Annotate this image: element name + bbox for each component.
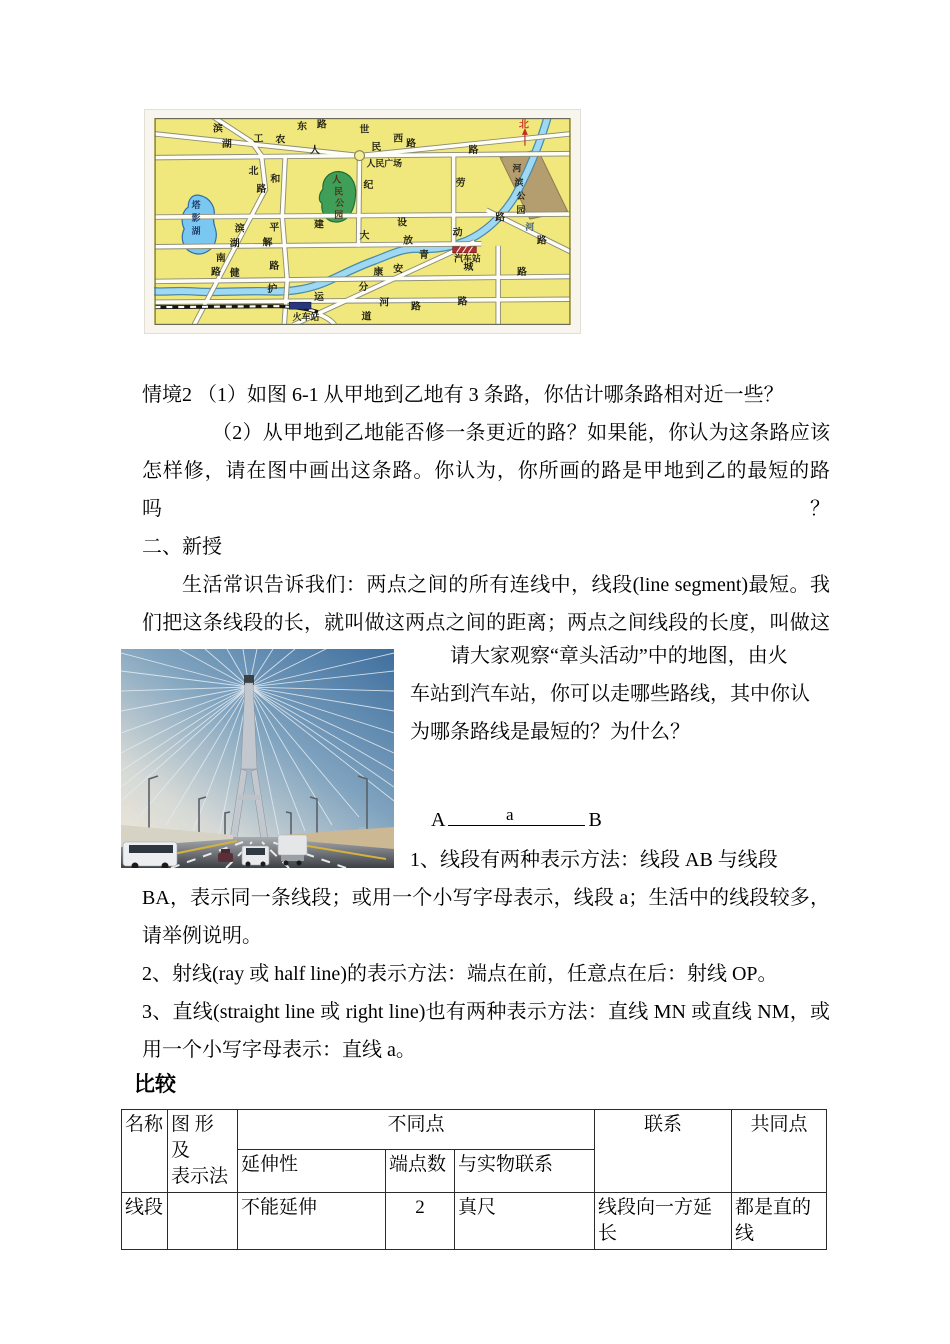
svg-text:路: 路	[269, 261, 280, 273]
doc-line: 车站到汽车站，你可以走哪些路线，其中你认	[410, 683, 810, 705]
svg-text:滨: 滨	[234, 223, 245, 235]
col-header-name: 名称	[122, 1110, 168, 1193]
svg-text:安: 安	[393, 264, 404, 276]
svg-text:湖: 湖	[191, 225, 201, 236]
city-map-figure	[144, 109, 581, 334]
svg-text:纪: 纪	[363, 179, 374, 191]
svg-text:东: 东	[297, 121, 308, 133]
svg-text:湖: 湖	[221, 139, 232, 151]
svg-text:建: 建	[313, 219, 324, 231]
svg-text:路: 路	[256, 183, 267, 195]
svg-text:城: 城	[463, 262, 474, 274]
cell-relation: 线段向一方延长	[595, 1193, 732, 1250]
doc-line: 请大家观察“章头活动”中的地图，由火	[450, 645, 788, 667]
svg-text:和: 和	[270, 173, 281, 185]
svg-text:南: 南	[215, 253, 226, 265]
svg-text:园: 园	[516, 205, 526, 216]
svg-text:路: 路	[517, 267, 527, 279]
svg-text:世: 世	[359, 124, 370, 136]
svg-text:动: 动	[452, 227, 463, 239]
segment-letter-label: a	[505, 805, 514, 824]
svg-text:河: 河	[379, 297, 390, 309]
svg-text:劳: 劳	[455, 177, 466, 189]
cell-figure	[168, 1193, 238, 1250]
table-row	[122, 1193, 827, 1250]
cell-real-objects: 真尺	[455, 1193, 595, 1250]
svg-text:汽车站: 汽车站	[454, 253, 481, 264]
svg-text:农: 农	[275, 134, 286, 146]
col-header-endpoint-count: 端点数	[386, 1149, 455, 1192]
svg-text:分: 分	[358, 281, 369, 293]
svg-text:大: 大	[359, 230, 370, 242]
doc-line: 们把这条线段的长，就叫做这两点之间的距离；两点之间线段的长度，叫做这	[142, 612, 830, 634]
comparison-table	[121, 1109, 827, 1250]
col-header-figure-line1: 图 形 及	[171, 1114, 214, 1161]
svg-text:民: 民	[334, 186, 344, 197]
col-header-common: 共同点	[732, 1110, 827, 1193]
svg-text:路: 路	[468, 145, 479, 157]
svg-text:路: 路	[210, 267, 221, 279]
svg-text:路: 路	[495, 212, 506, 224]
doc-line: （2）从甲地到乙地能否修一条更近的路？如果能，你认为这条路应该	[212, 422, 830, 444]
compare-heading: 比较	[134, 1073, 176, 1096]
wrapped-text-section	[142, 637, 830, 1069]
doc-line: 为哪条路线是最短的？为什么？	[410, 721, 690, 743]
cell-name: 线段	[122, 1193, 168, 1250]
svg-text:运: 运	[313, 291, 324, 303]
segment-endpoint-a: A	[431, 809, 446, 831]
svg-text:公: 公	[335, 198, 345, 209]
svg-text:人民广场: 人民广场	[366, 158, 403, 169]
doc-line: 1、线段有两种表示方法：线段 AB 与线段	[410, 849, 778, 871]
col-header-relation: 联系	[595, 1110, 732, 1193]
svg-text:护: 护	[267, 283, 278, 295]
svg-text:北: 北	[518, 119, 529, 131]
svg-text:设: 设	[397, 217, 408, 229]
svg-text:路: 路	[457, 296, 468, 308]
svg-text:路: 路	[536, 235, 547, 247]
col-header-real-objects: 与实物联系	[455, 1149, 595, 1192]
train-station-marker	[289, 302, 311, 309]
body-text	[142, 376, 830, 680]
svg-text:园: 园	[334, 210, 344, 221]
doc-line: 二、新授	[142, 536, 222, 558]
svg-text:平: 平	[269, 222, 280, 234]
svg-text:北: 北	[248, 165, 259, 177]
svg-text:公: 公	[516, 191, 526, 202]
doc-line: BA，表示同一条线段；或用一个小写字母表示，线段 a；生活中的线段较多，	[142, 887, 830, 909]
col-header-differences: 不同点	[238, 1110, 595, 1150]
col-header-figure-line2: 表示法	[171, 1166, 229, 1187]
segment-endpoint-b: B	[588, 809, 602, 831]
svg-text:火车站: 火车站	[292, 312, 320, 323]
city-map-image	[154, 118, 571, 325]
svg-text:河: 河	[512, 163, 522, 174]
svg-text:解: 解	[262, 237, 273, 249]
segment-line	[448, 803, 585, 826]
svg-text:康: 康	[373, 267, 384, 279]
svg-text:路: 路	[411, 301, 421, 313]
svg-text:工: 工	[253, 133, 264, 145]
svg-text:民: 民	[371, 142, 382, 154]
svg-text:放: 放	[403, 235, 414, 247]
svg-text:影: 影	[191, 213, 201, 224]
col-header-extendability: 延伸性	[238, 1149, 386, 1192]
doc-line: 生活常识告诉我们：两点之间的所有连线中，线段(line segment)最短。我	[182, 574, 830, 596]
svg-text:滨: 滨	[514, 177, 524, 188]
svg-text:河: 河	[525, 221, 535, 232]
doc-line: 2、射线(ray 或 half line)的表示方法：端点在前，任意点在后：射线 OP。	[142, 963, 778, 985]
cell-extendability: 不能延伸	[238, 1193, 386, 1250]
svg-text:人: 人	[310, 145, 320, 157]
doc-line: 用一个小写字母表示：直线 a。	[142, 1039, 416, 1061]
svg-text:道: 道	[361, 311, 372, 323]
photo-float-spacer	[142, 637, 410, 879]
svg-text:健: 健	[229, 267, 240, 279]
col-header-figure	[168, 1110, 238, 1193]
svg-text:路: 路	[316, 119, 327, 131]
svg-text:滨: 滨	[212, 123, 223, 135]
bus-station-marker	[453, 247, 477, 253]
svg-text:湖: 湖	[229, 238, 240, 250]
doc-line: 请举例说明。	[142, 925, 262, 947]
svg-text:路: 路	[406, 138, 416, 150]
plaza-circle	[355, 151, 365, 161]
cell-endpoint-count: 2	[386, 1193, 455, 1250]
doc-line: 情境2 （1）如图 6-1 从甲地到乙地有 3 条路，你估计哪条路相对近一些？	[142, 384, 784, 406]
svg-text:塔: 塔	[191, 200, 201, 211]
svg-text:人: 人	[332, 174, 342, 185]
doc-line: 3、直线(straight line 或 right line)也有两种表示方法：直线 MN 或直线 NM，或	[142, 1001, 830, 1023]
cell-common: 都是直的线	[732, 1193, 827, 1250]
doc-line: 怎样修，请在图中画出这条路。你认为，你所画的路是甲地到乙的最短的路吗？	[142, 460, 830, 520]
svg-text:青: 青	[418, 250, 429, 262]
svg-text:西: 西	[393, 133, 404, 145]
